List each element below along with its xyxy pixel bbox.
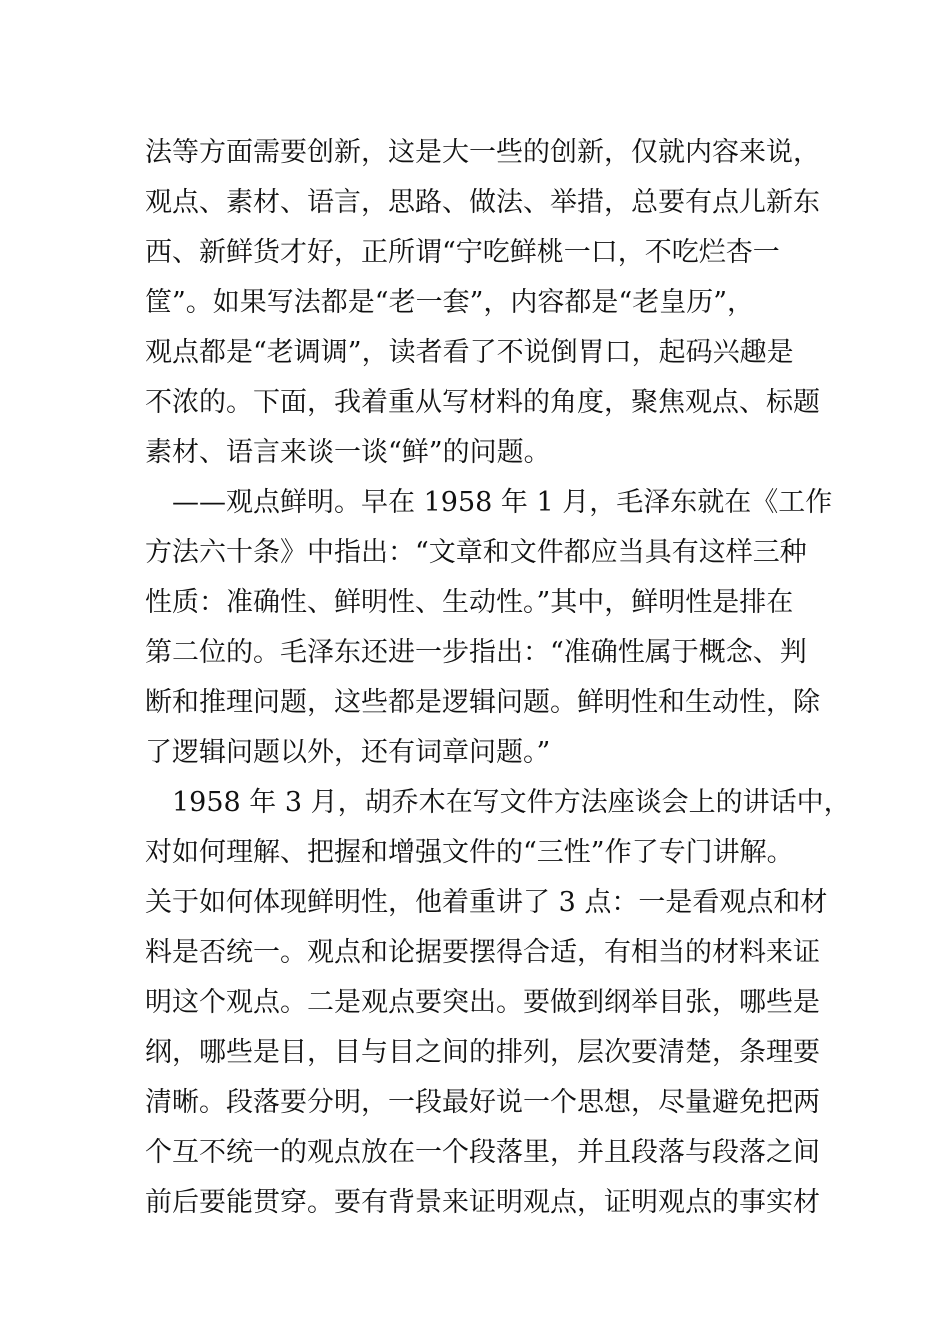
text-line: 观点都是“老调调”，读者看了不说倒胃口，起码兴趣是: [145, 337, 794, 368]
text-line: 筐”。如果写法都是“老一套”，内容都是“老皇历”，: [145, 287, 755, 318]
text-line: 观点、素材、语言，思路、做法、举措，总要有点儿新东: [145, 187, 820, 218]
text-line: 前后要能贯穿。要有背景来证明观点，证明观点的事实材: [145, 1187, 820, 1218]
text-line: 第二位的。毛泽东还进一步指出：“准确性属于概念、判: [145, 637, 807, 668]
text-line: 料是否统一。观点和论据要摆得合适，有相当的材料来证: [145, 937, 820, 968]
text-line: 方法六十条》中指出：“文章和文件都应当具有这样三种: [145, 537, 807, 568]
text-line: 纲，哪些是目，目与目之间的排列，层次要清楚，条理要: [145, 1037, 820, 1068]
text-line: 不浓的。下面，我着重从写材料的角度，聚焦观点、标题: [145, 387, 820, 418]
text-line: 对如何理解、把握和增强文件的“三性”作了专门讲解。: [145, 837, 794, 868]
text-line: 性质：准确性、鲜明性、生动性。”其中，鲜明性是排在: [145, 587, 794, 618]
text-line: 西、新鲜货才好，正所谓“宁吃鲜桃一口，不吃烂杏一: [145, 237, 780, 268]
text-line: 明这个观点。二是观点要突出。要做到纲举目张，哪些是: [145, 987, 820, 1018]
text-line: 断和推理问题，这些都是逻辑问题。鲜明性和生动性，除: [145, 687, 820, 718]
text-line: 法等方面需要创新，这是大一些的创新，仅就内容来说，: [145, 137, 820, 168]
text-line: 个互不统一的观点放在一个段落里，并且段落与段落之间: [145, 1137, 820, 1168]
text-line: 了逻辑问题以外，还有词章问题。”: [145, 737, 551, 768]
text-line: 关于如何体现鲜明性，他着重讲了 3 点：一是看观点和材: [145, 887, 828, 918]
body-text: [145, 128, 851, 1228]
text-line: 清晰。段落要分明，一段最好说一个思想，尽量避免把两: [145, 1087, 820, 1118]
text-line: 1958 年 3 月，胡乔木在写文件方法座谈会上的讲话中，: [145, 787, 851, 818]
text-line: 素材、语言来谈一谈“鲜”的问题。: [145, 437, 551, 468]
text-line: ——观点鲜明。早在 1958 年 1 月，毛泽东就在《工作: [145, 487, 833, 518]
